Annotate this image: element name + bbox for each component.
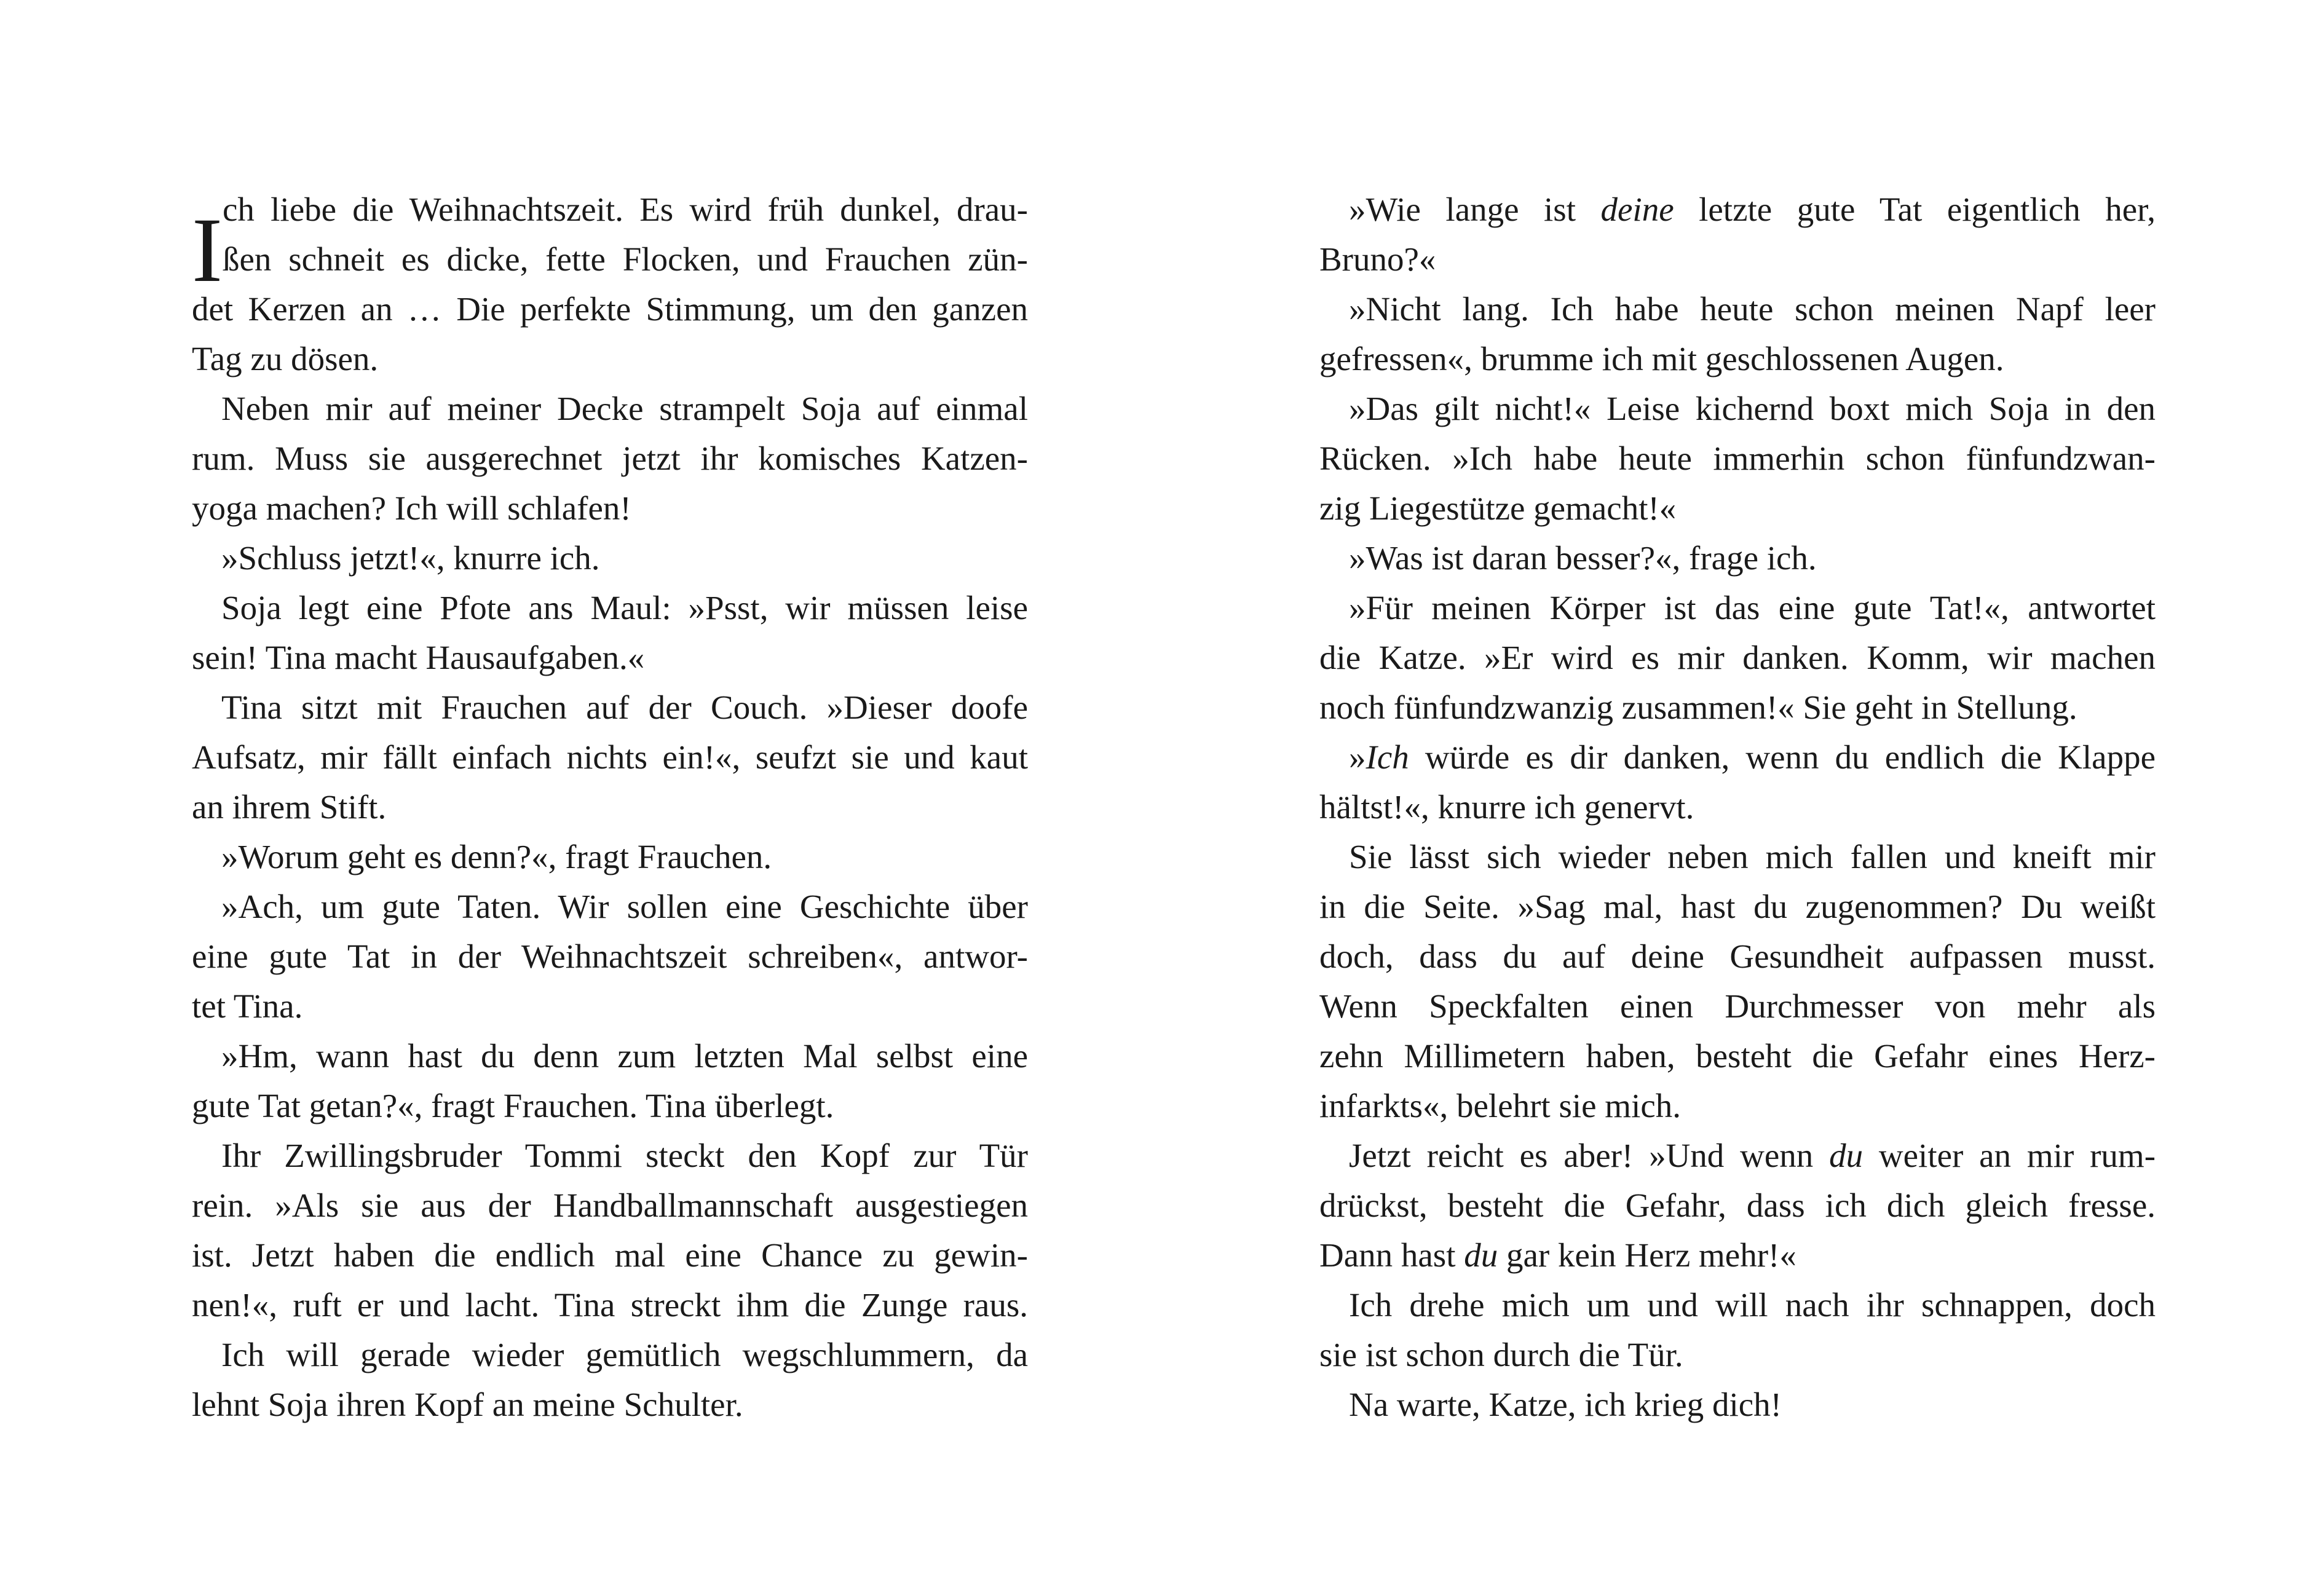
text-line: zehn Millimetern haben, besteht die Gefahr eines Herz-	[1319, 1037, 2156, 1075]
text-line: sein! Tina macht Hausaufgaben.«	[192, 639, 645, 676]
drop-cap: I	[192, 199, 223, 301]
text-line: gute Tat getan?«, fragt Frauchen. Tina überlegt.	[192, 1087, 834, 1124]
text-line: Bruno?«	[1319, 240, 1436, 278]
text-line: »Hm, wann hast du denn zum letzten Mal selbst eine	[221, 1037, 1028, 1075]
text-line: »Das gilt nicht!« Leise kichernd boxt mich Soja in den	[1349, 390, 2156, 427]
text-line: »Worum geht es denn?«, fragt Frauchen.	[221, 838, 772, 875]
text-line: Aufsatz, mir fällt einfach nichts ein!«, seufzt sie und kaut	[192, 738, 1028, 776]
text-line: Dann hast du gar kein Herz mehr!«	[1319, 1236, 1796, 1274]
text-line: »Wie lange ist deine letzte gute Tat eigentlich her,	[1349, 191, 2156, 228]
text-line: Tina sitzt mit Frauchen auf der Couch. »Dieser doofe	[221, 689, 1028, 726]
text-line: Ich drehe mich um und will nach ihr schnappen, doch	[1349, 1286, 2156, 1324]
text-line: ch liebe die Weihnachtszeit. Es wird früh dunkel, drau-	[223, 191, 1028, 228]
text-line: yoga machen? Ich will schlafen!	[192, 489, 631, 527]
text-line: tet Tina.	[192, 987, 303, 1025]
text-line: gefressen«, brumme ich mit geschlossenen Augen.	[1319, 340, 2004, 377]
text-line: zig Liegestütze gemacht!«	[1319, 489, 1677, 527]
text-line: »Ich würde es dir danken, wenn du endlich die Klappe	[1349, 738, 2156, 776]
text-line: rein. »Als sie aus der Handballmannschaft ausgestiegen	[192, 1187, 1028, 1224]
text-line: drückst, besteht die Gefahr, dass ich dich gleich fresse.	[1319, 1187, 2156, 1224]
text-line: »Ach, um gute Taten. Wir sollen eine Geschichte über	[221, 888, 1028, 925]
text-line: lehnt Soja ihren Kopf an meine Schulter.	[192, 1386, 743, 1423]
text-line: hältst!«, knurre ich genervt.	[1319, 788, 1694, 826]
text-line: noch fünfundzwanzig zusammen!« Sie geht in Stellung.	[1319, 689, 2077, 726]
emphasis: Ich	[1366, 738, 1409, 776]
text-line: ist. Jetzt haben die endlich mal eine Chance zu gewin-	[192, 1236, 1028, 1274]
text-line: »Nicht lang. Ich habe heute schon meinen Napf leer	[1349, 290, 2156, 328]
left-page	[192, 184, 1028, 1429]
text-line: Rücken. »Ich habe heute immerhin schon fünfundzwan-	[1319, 440, 2156, 477]
text-line: rum. Muss sie ausgerechnet jetzt ihr komisches Katzen-	[192, 440, 1028, 477]
text-line: sie ist schon durch die Tür.	[1319, 1336, 1683, 1373]
text-line: doch, dass du auf deine Gesundheit aufpassen musst.	[1319, 938, 2156, 975]
text-line: Soja legt eine Pfote ans Maul: »Psst, wir müssen leise	[221, 589, 1028, 626]
text-line: Jetzt reicht es aber! »Und wenn du weiter an mir rum-	[1349, 1137, 2156, 1174]
text-line: Sie lässt sich wieder neben mich fallen und kneift mir	[1349, 838, 2156, 875]
text-line: »Schluss jetzt!«, knurre ich.	[221, 539, 600, 577]
text-line: in die Seite. »Sag mal, hast du zugenommen? Du weißt	[1319, 888, 2156, 925]
text-line: an ihrem Stift.	[192, 788, 387, 826]
text-line: die Katze. »Er wird es mir danken. Komm, wir machen	[1319, 639, 2156, 676]
text-line: Neben mir auf meiner Decke strampelt Soja auf einmal	[221, 390, 1028, 427]
right-page	[1319, 184, 2156, 1429]
text-line: Tag zu dösen.	[192, 340, 379, 377]
text-line: »Was ist daran besser?«, frage ich.	[1349, 539, 1817, 577]
emphasis: deine	[1600, 191, 1674, 228]
text-line: ßen schneit es dicke, fette Flocken, und Frauchen zün-	[223, 240, 1028, 278]
emphasis: du	[1829, 1137, 1864, 1174]
text-line: »Für meinen Körper ist das eine gute Tat!«, antwortet	[1349, 589, 2156, 626]
text-line: eine gute Tat in der Weihnachtszeit schreiben«, antwor-	[192, 938, 1028, 975]
text-line: nen!«, ruft er und lacht. Tina streckt ihm die Zunge raus.	[192, 1286, 1028, 1324]
text-line: Wenn Speckfalten einen Durchmesser von mehr als	[1319, 987, 2156, 1025]
text-line: Na warte, Katze, ich krieg dich!	[1349, 1386, 1782, 1423]
text-line: Ich will gerade wieder gemütlich wegschlummern, da	[221, 1336, 1028, 1373]
text-line: det Kerzen an … Die perfekte Stimmung, um den ganzen	[192, 290, 1028, 328]
emphasis: du	[1464, 1236, 1498, 1274]
text-line: infarkts«, belehrt sie mich.	[1319, 1087, 1682, 1124]
text-line: Ihr Zwillingsbruder Tommi steckt den Kopf zur Tür	[221, 1137, 1028, 1174]
